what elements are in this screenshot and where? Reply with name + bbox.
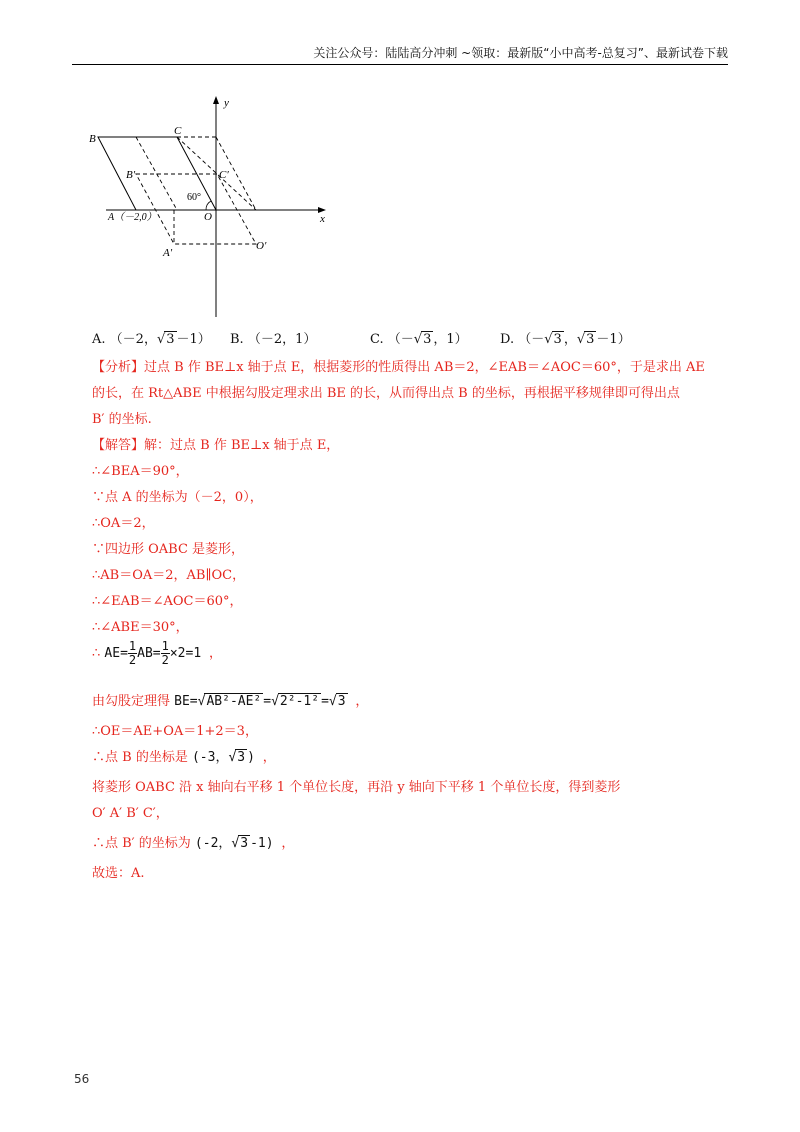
label-b: B (89, 133, 96, 145)
x-label: x (320, 213, 325, 225)
guide-line (136, 137, 177, 210)
label-b-prime: B′ (126, 169, 136, 181)
y-label: y (224, 97, 229, 109)
solution-line-2: ∴∠BEA＝90°， (92, 464, 189, 479)
rhombus-translated (136, 174, 256, 244)
solution-line-8: ∴∠ABE＝30°， (92, 620, 189, 635)
formula-b-prime-coord: (-2，√3 -1) (194, 836, 274, 851)
label-o: O (204, 211, 212, 223)
label-o-prime: O′ (256, 240, 267, 252)
solution-line-10: 由勾股定理得 BE=√AB²-AE² =√2²-1² =√3 ， (92, 694, 369, 709)
answer-choices (92, 328, 732, 352)
solution-line-13: 将菱形 OABC 沿 x 轴向右平移 1 个单位长度，再沿 y 轴向下平移 1 个单位长度，得到菱形 (92, 780, 621, 795)
formula-be: BE=√AB²-AE² =√2²-1² =√3 (174, 694, 346, 709)
solution-line-6: ∴AB＝OA＝2，AB∥OC， (92, 568, 246, 583)
choice-b: B. （－2，1） (230, 332, 317, 347)
choice-d: D. （－√3 ，√3 －1） (500, 332, 631, 347)
formula-b-coord: (-3，√3 ) (191, 750, 255, 765)
solution-line-14: O′ A′ B′ C′， (92, 806, 169, 821)
coordinate-figure (88, 92, 338, 322)
solution-line-9: ∴ AE= $\frac{1}{2}$ AB= $\frac{1}{2}$ ×2=1 ， (92, 639, 223, 668)
label-a-prime: A′ (163, 247, 173, 259)
solution-line-3: ∵点 A 的坐标为（－2，0）， (92, 490, 263, 505)
y-axis-arrow (213, 96, 219, 104)
choice-a: A. （－2，√3 －1） (92, 332, 211, 347)
choice-c: C. （－√3 ，1） (370, 332, 468, 347)
label-c: C (174, 125, 182, 137)
page-number: 56 (74, 1072, 90, 1086)
solution-line-7: ∴∠EAB＝∠AOC＝60°， (92, 594, 243, 609)
analysis-line-1: 【分析】过点 B 作 BE⊥x 轴于点 E，根据菱形的性质得出 AB＝2，∠EAB＝∠AOC＝60°，于是求出 AE (92, 360, 705, 375)
page-header: 关注公众号：陆陆高分冲刺 ~领取：最新版“小中高考-总复习”、最新试卷下载 (72, 44, 728, 65)
solution-line-1: 【解答】解：过点 B 作 BE⊥x 轴于点 E， (92, 438, 340, 453)
analysis-line-2: 的长，在 Rt△ABE 中根据勾股定理求出 BE 的长，从而得出点 B 的坐标，再根据平移规律即可得出点 (92, 386, 680, 401)
angle-arc (206, 201, 211, 210)
solution-line-4: ∴OA＝2， (92, 516, 155, 531)
label-a: A（－2,0） (108, 212, 157, 223)
solution-line-11: ∴OE＝AE+OA＝1+2＝3， (92, 724, 258, 739)
analysis-line-3: B′ 的坐标. (92, 412, 152, 427)
label-angle: 60° (187, 192, 201, 203)
solution-line-16: 故选：A. (92, 866, 145, 881)
solution-line-5: ∵四边形 OABC 是菱形， (92, 542, 245, 557)
formula-ae: AE= $\frac{1}{2}$ AB= $\frac{1}{2}$ ×2=1 (104, 639, 202, 668)
label-c-prime: C′ (219, 169, 229, 181)
rhombus-diagram (88, 92, 338, 322)
solution-line-15: ∴点 B′ 的坐标为 (-2，√3 -1) ， (92, 836, 295, 851)
solution-line-12: ∴点 B 的坐标是 (-3，√3 ) ， (92, 750, 276, 765)
